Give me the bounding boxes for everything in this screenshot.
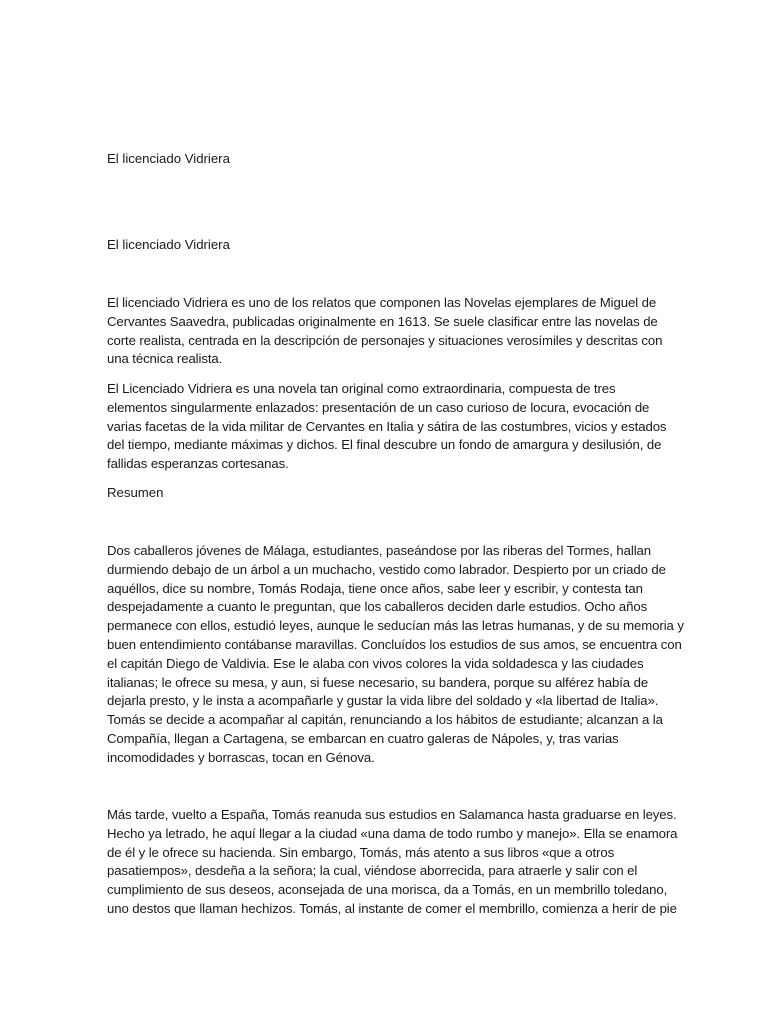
paragraph-intro	[107, 294, 663, 369]
paragraph-line: buen entendimiento contábanse maravillas. Concluídos los estudios de sus amos, se encuentra con	[107, 636, 682, 652]
paragraph-line: el capitán Diego de Valdivia. Ese le alaba con vivos colores la vida soldadesca y las ciudades	[107, 655, 644, 671]
paragraph-line: elementos singularmente enlazados: presentación de un caso curioso de locura, evocación de	[107, 399, 650, 415]
paragraph-line: El licenciado Vidriera es uno de los relatos que componen las Novelas ejemplares de Miguel de	[107, 295, 657, 310]
paragraph-line: durmiendo debajo de un árbol a un muchacho, vestido como labrador. Despierto por un criado de	[107, 561, 666, 577]
paragraph-line: fallidas esperanzas cortesanas.	[107, 456, 289, 472]
paragraph-description	[107, 380, 667, 474]
document-title: El licenciado Vidriera	[107, 151, 230, 166]
paragraph-line: permanece con ellos, estudió leyes, aunque le seducían más las letras humanas, y de su memoria y	[107, 618, 684, 634]
paragraph-line: aquéllos, dice su nombre, Tomás Rodaja, tiene once años, sabe leer y escribir, y contesta tan	[107, 580, 643, 596]
paragraph-line: incomodidades y borrascas, tocan en Génova.	[107, 749, 375, 765]
paragraph-line: Hecho ya letrado, he aquí llegar a la ciudad «una dama de todo rumbo y manejo». Ella se enamora	[107, 825, 678, 841]
paragraph-line: Compañía, llegan a Cartagena, se embarcan en cuatro galeras de Nápoles, y, tras varias	[107, 730, 619, 746]
paragraph-line: dejarla presto, y le insta a acompañarle y gustar la vida libre del soldado y «la libertad de Italia».	[107, 693, 659, 709]
paragraph-line: italianas; le ofrece su mesa, y aun, si fuese necesario, su bandera, porque su alférez había de	[107, 674, 649, 690]
paragraph-line: despejadamente a cuanto le preguntan, que los caballeros deciden darle estudios. Ocho años	[107, 599, 648, 615]
paragraph-line: El Licenciado Vidriera es una novela tan original como extraordinaria, compuesta de tres	[107, 381, 616, 396]
paragraph-summary-1	[107, 542, 684, 768]
paragraph-line: Más tarde, vuelto a España, Tomás reanuda sus estudios en Salamanca hasta graduarse en leyes.	[107, 807, 677, 822]
section-heading-resumen: Resumen	[107, 485, 164, 500]
paragraph-line: una técnica realista.	[107, 351, 223, 367]
paragraph-line: varias facetas de la vida militar de Cervantes en Italia y sátira de las costumbres, vicios y estados	[107, 418, 667, 434]
paragraph-line: uno destos que llaman hechizos. Tomás, al instante de comer el membrillo, comienza a herir de pie	[107, 900, 677, 916]
paragraph-line: de él y le ofrece su hacienda. Sin embargo, Tomás, más atento a sus libros «que a otros	[107, 844, 615, 860]
paragraph-summary-2	[107, 806, 678, 919]
paragraph-line: cumplimiento de sus deseos, aconsejada de una morisca, da a Tomás, en un membrillo toledano,	[107, 882, 668, 898]
paragraph-line: del tiempo, mediante máximas y dichos. El final descubre un fondo de amargura y desilusión, de	[107, 437, 662, 453]
paragraph-line: pasatiempos», desdeña a la señora; la cual, viéndose aborrecida, para atraerle y salir con el	[107, 863, 638, 879]
paragraph-line: Cervantes Saavedra, publicadas originalmente en 1613. Se suele clasificar entre las novelas de	[107, 313, 658, 329]
paragraph-line: Dos caballeros jóvenes de Málaga, estudiantes, paseándose por las riberas del Tormes, hallan	[107, 543, 652, 558]
paragraph-line: Tomás se decide a acompañar al capitán, renunciando a los hábitos de estudiante; alcanzan a la	[107, 712, 663, 728]
paragraph-line: corte realista, centrada en la descripción de personajes y situaciones verosímiles y descritas con	[107, 332, 663, 348]
document-subtitle: El licenciado Vidriera	[107, 237, 230, 252]
